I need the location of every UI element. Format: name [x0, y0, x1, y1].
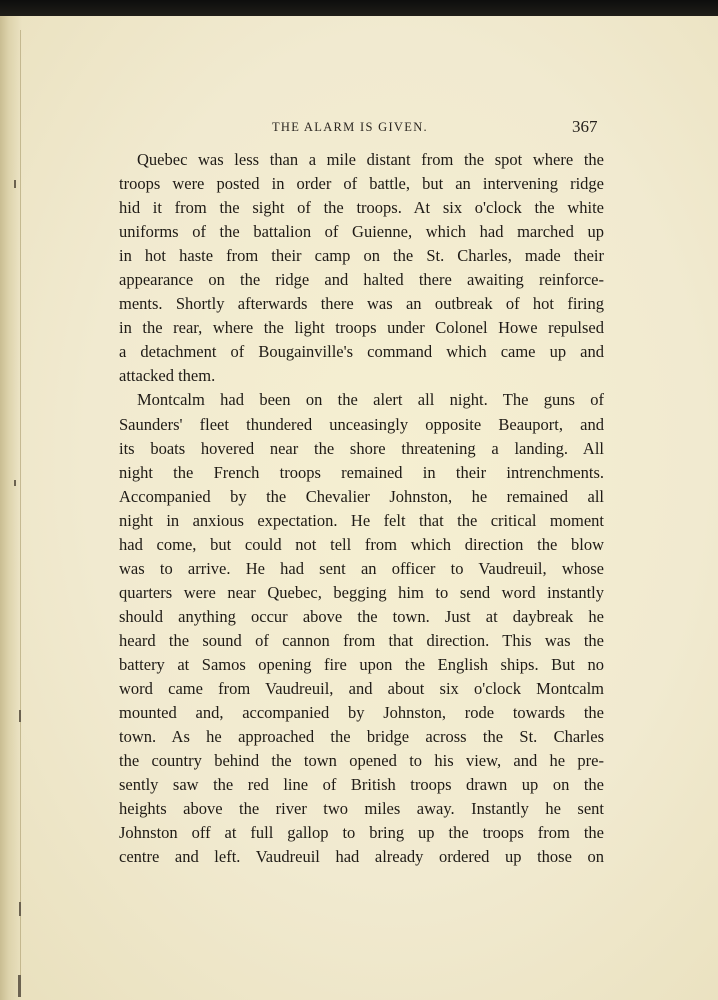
text-line: night in anxious expectation. He felt that the critical moment — [119, 510, 604, 530]
margin-mark — [19, 902, 21, 916]
text-line: Saunders' fleet thundered unceasingly opposite Beauport, and — [119, 414, 604, 434]
text-line: town. As he approached the bridge across the St. Charles — [119, 727, 604, 747]
text-line: troops were posted in order of battle, but an intervening ridge — [119, 174, 604, 194]
text-line: had come, but could not tell from which direction the blow — [119, 534, 604, 554]
gutter-line — [20, 30, 21, 990]
margin-mark — [14, 180, 16, 188]
text-line: mounted and, accompanied by Johnston, rode towards the — [119, 703, 604, 723]
text-line: attacked them. — [119, 366, 216, 386]
running-head — [0, 118, 718, 138]
margin-mark — [14, 480, 16, 486]
page-gutter — [0, 16, 22, 1000]
text-line: Johnston off at full gallop to bring up the troops from the — [119, 823, 604, 843]
margin-mark — [18, 975, 21, 997]
text-line: heard the sound of cannon from that direction. This was the — [119, 630, 604, 650]
margin-mark — [19, 710, 21, 722]
text-line: sently saw the red line of British troops drawn up on the — [119, 775, 604, 795]
text-line: heights above the river two miles away. Instantly he sent — [119, 799, 604, 819]
text-line: word came from Vaudreuil, and about six o'clock Montcalm — [119, 679, 604, 699]
chapter-heading: THE ALARM IS GIVEN. — [272, 120, 428, 134]
text-line: quarters were near Quebec, begging him to send word instantly — [119, 582, 604, 602]
text-line: centre and left. Vaudreuil had already ordered up those on — [119, 847, 604, 867]
text-line: uniforms of the battalion of Guienne, which had marched up — [119, 222, 604, 242]
text-line: was to arrive. He had sent an officer to Vaudreuil, whose — [119, 558, 604, 578]
text-line: Accompanied by the Chevalier Johnston, he remained all — [119, 486, 604, 506]
page-number: 367 — [572, 117, 598, 136]
text-line: in hot haste from their camp on the St. Charles, made their — [119, 246, 604, 266]
text-line: Montcalm had been on the alert all night. The guns of — [137, 390, 604, 410]
text-line: in the rear, where the light troops under Colonel Howe repulsed — [119, 318, 604, 338]
body-text — [119, 148, 604, 869]
scan-top-border — [0, 0, 718, 16]
text-line: its boats hovered near the shore threatening a landing. All — [119, 438, 604, 458]
text-line: ments. Shortly afterwards there was an outbreak of hot firing — [119, 294, 604, 314]
text-line: battery at Samos opening fire upon the English ships. But no — [119, 654, 604, 674]
text-line: night the French troops remained in their intrenchments. — [119, 462, 604, 482]
text-line: a detachment of Bougainville's command which came up and — [119, 342, 604, 362]
text-line: Quebec was less than a mile distant from the spot where the — [137, 150, 604, 169]
text-line: appearance on the ridge and halted there awaiting reinforce- — [119, 270, 604, 290]
text-line: hid it from the sight of the troops. At six o'clock the white — [119, 198, 604, 218]
text-line: should anything occur above the town. Just at daybreak he — [119, 606, 604, 626]
text-line: the country behind the town opened to his view, and he pre- — [119, 751, 604, 771]
